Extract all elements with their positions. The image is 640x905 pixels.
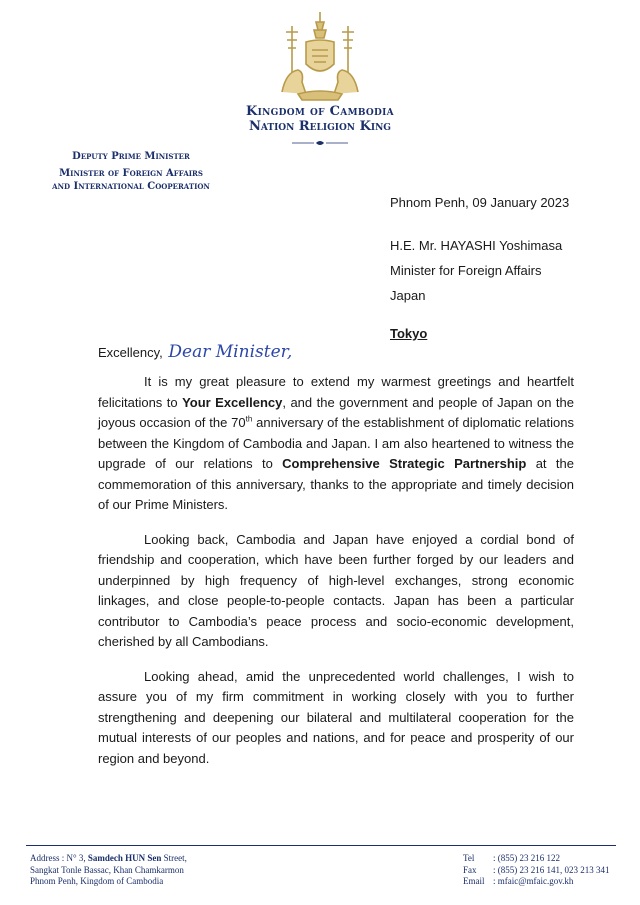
body-paragraph-2: Looking back, Cambodia and Japan have enjoyed a cordial bond of friendship and cooperation, which have been further forged by our leaders and underpinned by high frequency of high-level exchanges, strong economic linkages, and close people-to-people contacts. Japan has been a particular contributor to Cambodia’s peace process and socio-economic development, cherished by all Cambodians. [98,531,574,649]
recipient-position: Minister for Foreign Affairs [390,263,542,278]
sender-title-minister-cont: and International Cooperation [52,181,210,192]
emphasis-your-excellency: Your Excellency [182,394,283,410]
body-paragraph-1: It is my great pleasure to extend my warmest greetings and heartfelt felicitations to Your Excellency, and the government and people of Japan on the joyous occasion of the 70th anniversary of the establishment of diplomatic relations between the Kingdom of Cambodia and Japan. I am also heartened to witness the upgrade of our relations to Comprehensive Strategic Partnership at the commemoration of this anniversary, thanks to the appropriate and timely decision of our Prime Ministers. [98,374,575,512]
footer-tel: Tel : (855) 23 216 122 [463,853,560,863]
letter-body [98,372,574,783]
recipient-country: Japan [390,288,426,303]
footer-fax: Fax : (855) 23 216 141, 023 213 341 [463,864,610,875]
kingdom-name: Kingdom of Cambodia [246,104,394,119]
footer-email: Email : mfaic@mfaic.gov.kh [463,876,574,886]
national-motto: Nation Religion King [249,119,391,134]
footer-divider [26,845,616,846]
sender-title-minister: Minister of Foreign Affairs [59,168,203,179]
salutation-handwritten: Dear Minister, [168,342,293,362]
royal-crest-icon [272,8,368,104]
body-paragraph-3: Looking ahead, amid the unprecedented world challenges, I wish to assure you of my firm commitment in working closely with you to further strengthening and deepening our bilateral and multilateral cooperation for the mutual interests of our peoples and nations, and for peace and prosperity of our region and beyond. [98,668,574,766]
sender-title-deputy-pm: Deputy Prime Minister [72,151,190,162]
salutation [98,342,292,362]
sender-titles [16,150,246,193]
recipient-city: Tokyo [390,326,428,341]
salutation-printed: Excellency, [98,345,163,360]
recipient-address [390,233,562,346]
footer-address: Address : N° 3, Samdech HUN Sen Street, Sangkat Tonle Bassac, Khan Chamkarmon Phnom Penh, Kingdom of Cambodia [30,853,187,886]
footer-contacts [463,853,610,888]
kingdom-header [190,104,450,152]
emphasis-partnership: Comprehensive Strategic Partnership [282,456,527,471]
recipient-name: H.E. Mr. HAYASHI Yoshimasa [390,238,563,253]
ornament-divider-icon [290,139,350,147]
letter-date: Phnom Penh, 09 January 2023 [390,195,570,210]
